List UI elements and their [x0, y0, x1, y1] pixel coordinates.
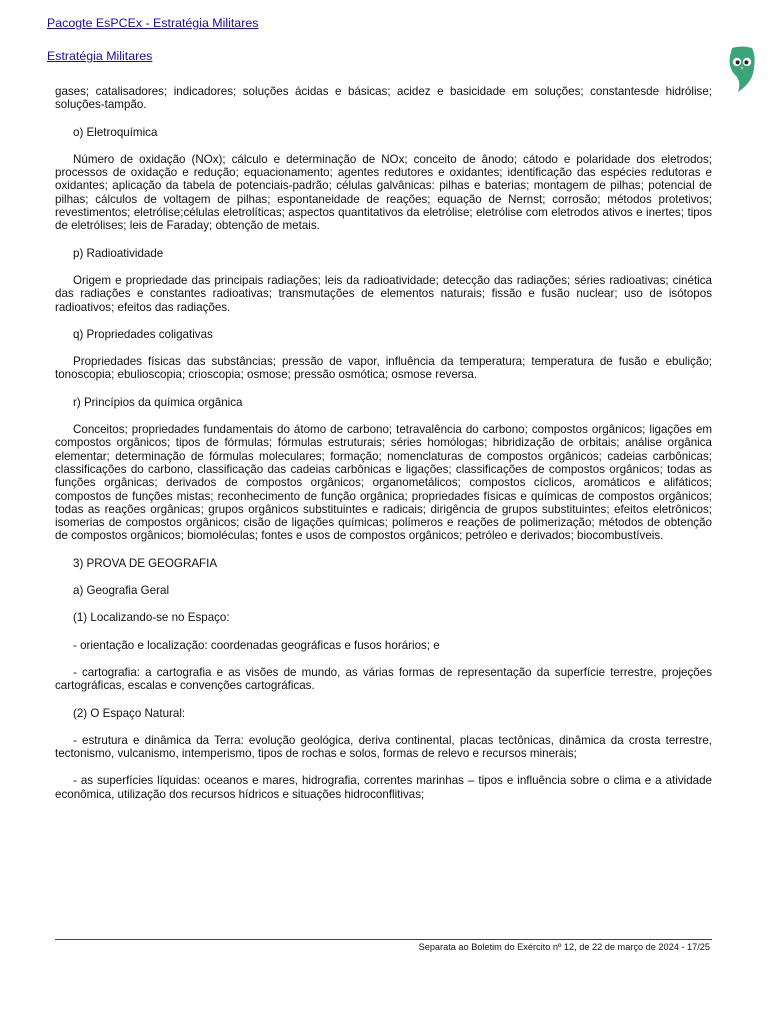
paragraph-estrutura-terra: - estrutura e dinâmica da Terra: evolução geológica, deriva continental, placas tectônicas, dinâmica da crosta terrestre, tectonismo, vulcanismo, intemperismo, tipos de rochas e solos, formas de relevo e recursos minerais;: [55, 733, 712, 761]
heading-localizando-espaco: (1) Localizando-se no Espaço:: [73, 611, 230, 625]
owl-logo-icon: [728, 46, 756, 94]
heading-quimica-organica: r) Princípios da química orgânica: [73, 395, 243, 409]
footer-divider: [55, 939, 712, 940]
paragraph-eletroquimica: Número de oxidação (NOx); cálculo e determinação de NOx; conceito de ânodo; cátodo e polaridade dos eletrodos; processos de oxidação e redução; equacionamento; agentes redutores e oxidantes; identificação das espécies redutoras e oxidantes; aplicação da tabela de potenciais-padrão; células galvânicas: pilhas e baterias; montagem de pilhas; potencial de pilhas; cálculos de voltagem de pilhas; espontaneidade de reações; equação de Nernst; corrosão; métodos protetivos; revestimentos; eletrólise;células eletrolíticas; aspectos quantitativos da eletrólise; eletrólise com eletrodos ativos e inertes; tipos de eletrólises; leis de Faraday; obtenção de metais.: [55, 152, 712, 233]
paragraph-radioatividade: Origem e propriedade das principais radiações; leis da radioatividade; detecção das radiações; séries radioativas; cinética das radiações e constantes radioativas; transmutações de elementos naturais; fissão e fusão nuclear; uso de isótopos radioativos; efeitos das radiações.: [55, 273, 712, 314]
paragraph-gases: gases; catalisadores; indicadores; soluções ácidas e básicas; acidez e basicidade em soluções; constantesde hidrólise; soluções-tampão.: [55, 85, 712, 112]
paragraph-quimica-organica: Conceitos; propriedades fundamentais do átomo de carbono; tetravalência do carbono; compostos orgânicos; ligações em compostos orgânicos; tipos de fórmulas; fórmulas estruturais; séries homólogas; hibridização de orbitais; análise orgânica elementar; determinação de fórmulas moleculares; formação; nomenclaturas de compostos orgânicos; cadeias carbônicas; classificações do carbono, classificação das cadeias carbônicas e ligações; classificações de compostos orgânicos; todas as funções orgânicas; derivados de compostos orgânicos; organometálicos; compostos cíclicos, aromáticos e alifáticos; compostos de funções mistas; reconhecimento de função orgânica; propriedades físicas e químicas de compostos orgânicos; todas as reações orgânicas; grupos orgânicos substituintes e radicais; dirigência de grupos substituintes; efeitos eletrônicos; isomerias de compostos orgânicos; cisão de ligações químicas; polímeros e reações de polimerização; métodos de obtenção de compostos orgânicos; biomoléculas; fontes e usos de compostos orgânicos; petróleo e derivados; biocombustíveis.: [55, 423, 712, 543]
heading-eletroquimica: o) Eletroquímica: [73, 125, 158, 139]
paragraph-propriedades-coligativas: Propriedades físicas das substâncias; pressão de vapor, influência da temperatura; temperatura de fusão e ebulição; tonoscopia; ebulioscopia; crioscopia; osmose; pressão osmótica; osmose reversa.: [55, 355, 712, 382]
heading-propriedades-coligativas: q) Propriedades coligativas: [73, 327, 213, 341]
paragraph-cartografia: - cartografia: a cartografia e as visões de mundo, as várias formas de representação da superfície terrestre, projeções cartográficas, escalas e convenções cartográficas.: [55, 665, 712, 693]
paragraph-superficies-liquidas: - as superfícies líquidas: oceanos e mares, hidrografia, correntes marinhas – tipos e influência sobre o clima e a atividade econômica, utilização dos recursos hídricos e situações hidroconflitivas;: [55, 774, 712, 801]
heading-espaco-natural: (2) O Espaço Natural:: [73, 706, 186, 720]
document-body: [55, 85, 712, 815]
package-link[interactable]: Pacogte EsPCEx - Estratégia Militares: [47, 16, 259, 30]
brand-link[interactable]: Estratégia Militares: [47, 49, 153, 63]
heading-prova-geografia: 3) PROVA DE GEOGRAFIA: [73, 556, 218, 570]
heading-geografia-geral: a) Geografia Geral: [73, 584, 170, 598]
paragraph-orientacao: - orientação e localização: coordenadas geográficas e fusos horários; e: [73, 638, 440, 652]
heading-radioatividade: p) Radioatividade: [73, 246, 164, 260]
footer-caption: Separata ao Boletim do Exército nº 12, de 22 de março de 2024 - 17/25: [418, 942, 710, 952]
